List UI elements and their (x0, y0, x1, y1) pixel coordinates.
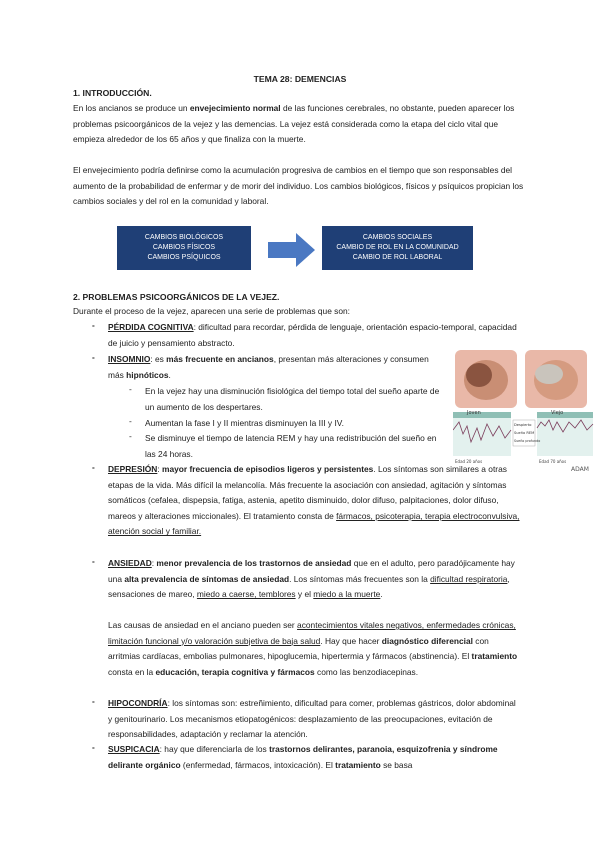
arrow-right-icon (268, 232, 316, 268)
insomnio-sub-3: Se disminuye el tiempo de latencia REM y hay una redistribución del sueño en las 24 horas. (145, 433, 437, 459)
sub-bullet: - (129, 416, 132, 426)
list-bullet: - (92, 742, 95, 752)
list-item-perdida-cognitiva: PÉRDIDA COGNITIVA: dificultad para recordar, pérdida de lenguaje, orientación espacio-temporal, capacidad de juicio y pensamiento abstracto. (108, 322, 517, 348)
diagram-left-line-3: CAMBIOS PSÍQUICOS (147, 254, 221, 261)
sub-bullet: - (129, 431, 132, 441)
problems-intro: Durante el proceso de la vejez, aparecen una serie de problemas que son: (73, 306, 351, 316)
insomnio-sub-2: Aumentan la fase I y II mientras disminuyen la III y IV. (145, 418, 344, 428)
adam-logo: ADAM (571, 466, 589, 472)
caption-young: Edad 20 años (455, 459, 483, 464)
section-heading-problems: 2. PROBLEMAS PSICOORGÁNICOS DE LA VEJEZ. (73, 292, 280, 302)
page-title: TEMA 28: DEMENCIAS (253, 74, 347, 84)
sleep-illustration (453, 350, 595, 472)
ansiedad-paragraph-2: Las causas de ansiedad en el anciano pueden ser acontecimientos vitales negativos, enfermedades crónicas, limitación funcional y/o valoración subjetiva de baja salud. Hay que hacer diagnóstico diferencial con arritmias cardíacas, embolias pulmonares, hipoglucemia, hipertermia y fármacos (abstinencia). El tratamiento consta en la educación, terapia cognitiva y fármacos como las benzodiacepinas. (108, 620, 518, 677)
list-item-insomnio: INSOMNIO: es más frecuente en ancianos, presentan más alteraciones y consumen más hipnóticos. (108, 354, 429, 380)
section-heading-introduction: 1. INTRODUCCIÓN. (73, 88, 152, 98)
diagram-right-line-3: CAMBIO DE ROL LABORAL (352, 254, 443, 261)
list-bullet: - (92, 696, 95, 706)
list-bullet: - (92, 352, 95, 362)
sub-bullet: - (129, 384, 132, 394)
label-young: Joven (467, 410, 481, 416)
list-bullet: - (92, 556, 95, 566)
list-item-depresion: DEPRESIÓN: mayor frecuencia de episodios ligeros y persistentes. Los síntomas son similares a otras etapas de la vida. Más difícil la melancolía. Más frecuente la asociación con ansiedad, agitación y síntomas somáticos (cefalea, dispepsia, fatiga, astenia, apetito disminuido, dolor difuso, palpitaciones, dolor difuso, mareos y alteraciones miccionales). El tratamiento consta de fármacos, psicoterapia, terapia electroconvulsiva, atención social y familiar. (108, 464, 520, 537)
diagram-box-right (322, 226, 473, 270)
diagram-left-line-1: CAMBIOS BIOLÓGICOS (144, 234, 224, 241)
diagram-right-line-1: CAMBIOS SOCIALES (362, 234, 433, 241)
list-bullet: - (92, 320, 95, 330)
diagram-left-line-2: CAMBIOS FÍSICOS (152, 244, 216, 251)
list-bullet: - (92, 462, 95, 472)
list-item-hipocondria: HIPOCONDRÍA: los síntomas son: estreñimiento, dificultad para comer, problemas gástricos, dolor abdominal y genitourinario. Los mecanismos etiopatogénicos: desplazamiento de las preocupaciones, evitación de responsabilidades, adaptación y reclamar la atención. (108, 698, 516, 740)
diagram-box-left (117, 226, 251, 270)
label-wake: Despierto (514, 423, 532, 427)
insomnio-sub-1: En la vejez hay una disminución fisiológica del tiempo total del sueño aparte de un aumento de los despertares. (145, 386, 440, 412)
label-old: Viejo (551, 410, 564, 416)
list-item-ansiedad: ANSIEDAD: menor prevalencia de los trastornos de ansiedad que en el adulto, pero paradójicamente hay una alta prevalencia de síntomas de ansiedad. Los síntomas más frecuentes son la dificultad respiratoria, sensaciones de mareo, miedo a caerse, temblores y el miedo a la muerte. (108, 558, 515, 600)
intro-paragraph-2: El envejecimiento podría definirse como la acumulación progresiva de cambios en el tiempo que son responsables del aumento de la probabilidad de enfermar y de morir del individuo. Los cambios biológicos, físicos y psíquicos propician los cambios sociales y del rol en la comunidad y laboral. (73, 165, 524, 207)
list-item-suspicacia: SUSPICACIA: hay que diferenciarla de los trastornos delirantes, paranoia, esquizofrenia y síndrome delirante orgánico (enfermedad, fármacos, intoxicación). El tratamiento se basa (108, 744, 498, 770)
label-rem: Sueño REM (514, 431, 535, 435)
diagram-right-line-2: CAMBIO DE ROL EN LA COMUNIDAD (336, 244, 459, 251)
label-deep: Sueño profundo (514, 439, 541, 443)
intro-paragraph-1: En los ancianos se produce un envejecimiento normal de las funciones cerebrales, no obstante, pueden aparecer los problemas psicoorgánicos de la vejez y las demencias. La vejez está considerada como la etapa del ciclo vital que empieza alrededor de los 65 años y que finaliza con la muerte. (73, 103, 515, 145)
caption-old: Edad 70 años (539, 459, 567, 464)
